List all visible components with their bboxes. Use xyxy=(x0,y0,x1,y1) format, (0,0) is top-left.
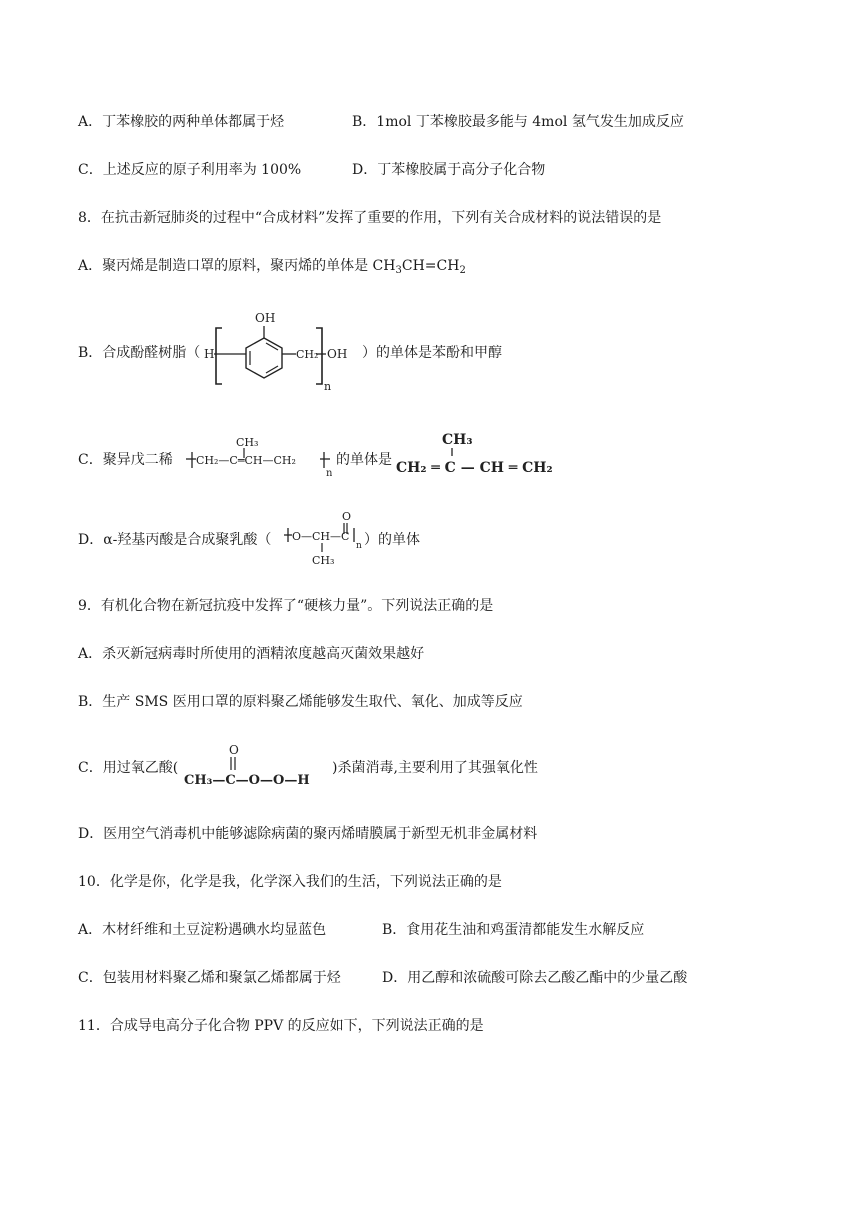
q8-option-c-mid: 的单体是 xyxy=(336,452,392,468)
q8-option-b-post: ）的单体是苯酚和甲醇 xyxy=(362,345,502,361)
q9-option-c-pre: C．用过氧乙酸( xyxy=(78,760,179,776)
polylactic-acid-structure xyxy=(282,508,364,572)
q8-option-d-post: ）的单体 xyxy=(364,532,420,548)
svg-text:n: n xyxy=(326,468,332,479)
svg-text:CH₂: CH₂ xyxy=(296,348,319,361)
q7-option-d: D．丁苯橡胶属于高分子化合物 xyxy=(352,162,546,178)
svg-text:O: O xyxy=(229,743,239,757)
svg-text:O—CH—C: O—CH—C xyxy=(292,530,350,543)
q8-option-b-pre: B．合成酚醛树脂（ xyxy=(78,345,201,361)
svg-text:CH₃: CH₃ xyxy=(312,554,335,567)
svg-text:OH: OH xyxy=(327,347,348,361)
q10-option-d: D．用乙醇和浓硫酸可除去乙酸乙酯中的少量乙酸 xyxy=(382,970,688,986)
q10-stem: 10．化学是你，化学是我，化学深入我们的生活，下列说法正确的是 xyxy=(78,874,502,890)
q9-option-b: B．生产 SMS 医用口罩的原料聚乙烯能够发生取代、氧化、加成等反应 xyxy=(78,694,523,710)
q9-option-a: A．杀灭新冠病毒时所使用的酒精浓度越高灭菌效果越好 xyxy=(78,646,425,662)
svg-text:CH₃—C—O—O—H: CH₃—C—O—O—H xyxy=(184,773,310,788)
q8-option-c-pre: C．聚异戊二稀 xyxy=(78,452,173,468)
svg-text:n: n xyxy=(324,380,332,392)
peracetic-acid-structure xyxy=(182,740,332,794)
q10-option-b: B．食用花生油和鸡蛋清都能发生水解反应 xyxy=(382,922,645,938)
svg-text:CH₂—C═CH—CH₂: CH₂—C═CH—CH₂ xyxy=(196,454,296,467)
isoprene-structure xyxy=(394,428,554,480)
q11-stem: 11．合成导电高分子化合物 PPV 的反应如下，下列说法正确的是 xyxy=(78,1018,484,1034)
svg-text:H: H xyxy=(204,347,215,361)
q9-option-c-post: )杀菌消毒,主要利用了其强氧化性 xyxy=(332,760,538,776)
q10-option-a: A．木材纤维和土豆淀粉遇碘水均显蓝色 xyxy=(78,922,327,938)
svg-text:O: O xyxy=(342,510,352,523)
q9-stem: 9．有机化合物在新冠抗疫中发挥了“硬核力量”。下列说法正确的是 xyxy=(78,598,494,614)
q8-stem: 8．在抗击新冠肺炎的过程中“合成材料”发挥了重要的作用，下列有关合成材料的说法错误的是 xyxy=(78,210,662,226)
q10-option-c: C．包装用材料聚乙烯和聚氯乙烯都属于烃 xyxy=(78,970,341,986)
q8-option-d-pre: D．α-羟基丙酸是合成聚乳酸（ xyxy=(78,532,272,548)
svg-text:OH: OH xyxy=(255,311,276,325)
svg-text:CH₃: CH₃ xyxy=(442,432,473,448)
polyisoprene-structure xyxy=(182,432,332,486)
svg-text:CH₃: CH₃ xyxy=(236,436,259,449)
q9-option-d: D．医用空气消毒机中能够滤除病菌的聚丙烯晴膜属于新型无机非金属材料 xyxy=(78,826,538,842)
q7-option-c: C．上述反应的原子利用率为 100% xyxy=(78,162,302,178)
q8-option-a: A．聚丙烯是制造口罩的原料，聚丙烯的单体是 $CH_3CH=CH_2$ xyxy=(78,258,466,276)
svg-text:CH₂ ═ C — CH ═ CH₂: CH₂ ═ C — CH ═ CH₂ xyxy=(396,460,553,476)
q7-option-a: A．丁苯橡胶的两种单体都属于烃 xyxy=(78,114,285,130)
svg-text:n: n xyxy=(356,541,362,551)
phenol-formaldehyde-resin-structure xyxy=(200,306,360,392)
q7-option-b: B．1mol 丁苯橡胶最多能与 4mol 氢气发生加成反应 xyxy=(352,114,684,130)
